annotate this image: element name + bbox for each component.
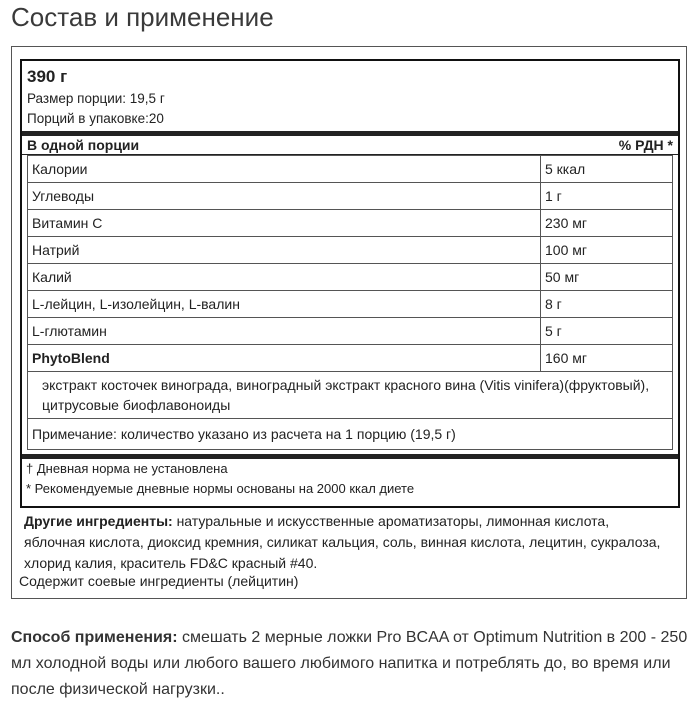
footnote-dagger: † Дневная норма не установлена bbox=[26, 461, 228, 476]
blend-description: экстракт косточек винограда, виноградный экстракт красного вина (Vitis vinifera)(фруктовый), цитрусовые биофлавоноиды bbox=[27, 372, 673, 418]
nutrient-value: 230 мг bbox=[541, 210, 673, 237]
other-ingredients-label: Другие ингредиенты: bbox=[24, 513, 173, 529]
table-row bbox=[28, 210, 673, 237]
header-per-serving: В одной порции bbox=[27, 137, 140, 153]
page-title: Состав и применение bbox=[11, 2, 274, 32]
serving-note: Примечание: количество указано из расчета на 1 порцию (19,5 г) bbox=[27, 418, 673, 450]
nutrient-name: Калий bbox=[28, 264, 541, 291]
table-row bbox=[28, 318, 673, 345]
other-ingredients bbox=[24, 511, 674, 574]
nutrient-value: 1 г bbox=[541, 183, 673, 210]
nutrient-name: PhytoBlend bbox=[28, 345, 541, 372]
nutrient-name: Витамин C bbox=[28, 210, 541, 237]
table-row bbox=[28, 156, 673, 183]
table-row bbox=[28, 237, 673, 264]
usage-text: смешать 2 мерные ложки Pro BCAA от Optimum Nutrition в 200 - 250 мл холодной воды или любого вашего любимого напитка и потреблять до, во время или после физической нагрузки.. bbox=[11, 629, 688, 698]
package-weight: 390 г bbox=[27, 67, 68, 86]
serving-size: Размер порции: 19,5 г bbox=[27, 91, 165, 106]
table-row bbox=[28, 264, 673, 291]
soy-note: Содержит соевые ингредиенты (лейцитин) bbox=[19, 573, 299, 589]
usage-instructions bbox=[11, 625, 696, 703]
other-ingredients-text: натуральные и искусственные ароматизаторы, лимонная кислота, яблочная кислота, диоксид кремния, силикат кальция, соль, винная кислота, лецитин, сукралоза, хлорид калия, краситель FD&C красный #40. bbox=[24, 513, 661, 571]
table-row bbox=[28, 345, 673, 372]
nutrient-value: 160 мг bbox=[541, 345, 673, 372]
nutrient-value: 100 мг bbox=[541, 237, 673, 264]
nutrient-name: Углеводы bbox=[28, 183, 541, 210]
nutrient-name: L-глютамин bbox=[28, 318, 541, 345]
nutrition-facts-label bbox=[20, 59, 680, 508]
composition-box bbox=[11, 46, 687, 599]
nutrient-value: 8 г bbox=[541, 291, 673, 318]
table-header bbox=[22, 136, 678, 155]
table-row bbox=[28, 183, 673, 210]
nutrient-name: Натрий bbox=[28, 237, 541, 264]
nutrient-value: 5 г bbox=[541, 318, 673, 345]
usage-label: Способ применения: bbox=[11, 629, 178, 646]
nutrient-name: L-лейцин, L-изолейцин, L-валин bbox=[28, 291, 541, 318]
nutrition-table bbox=[27, 155, 673, 372]
table-row bbox=[28, 291, 673, 318]
header-dv: % РДН * bbox=[618, 137, 673, 153]
servings-per-container: Порций в упаковке:20 bbox=[27, 111, 164, 126]
nutrient-value: 5 ккал bbox=[541, 156, 673, 183]
nutrient-name: Калории bbox=[28, 156, 541, 183]
nutrient-value: 50 мг bbox=[541, 264, 673, 291]
footnote-asterisk: * Рекомендуемые дневные нормы основаны на 2000 ккал диете bbox=[26, 481, 415, 496]
